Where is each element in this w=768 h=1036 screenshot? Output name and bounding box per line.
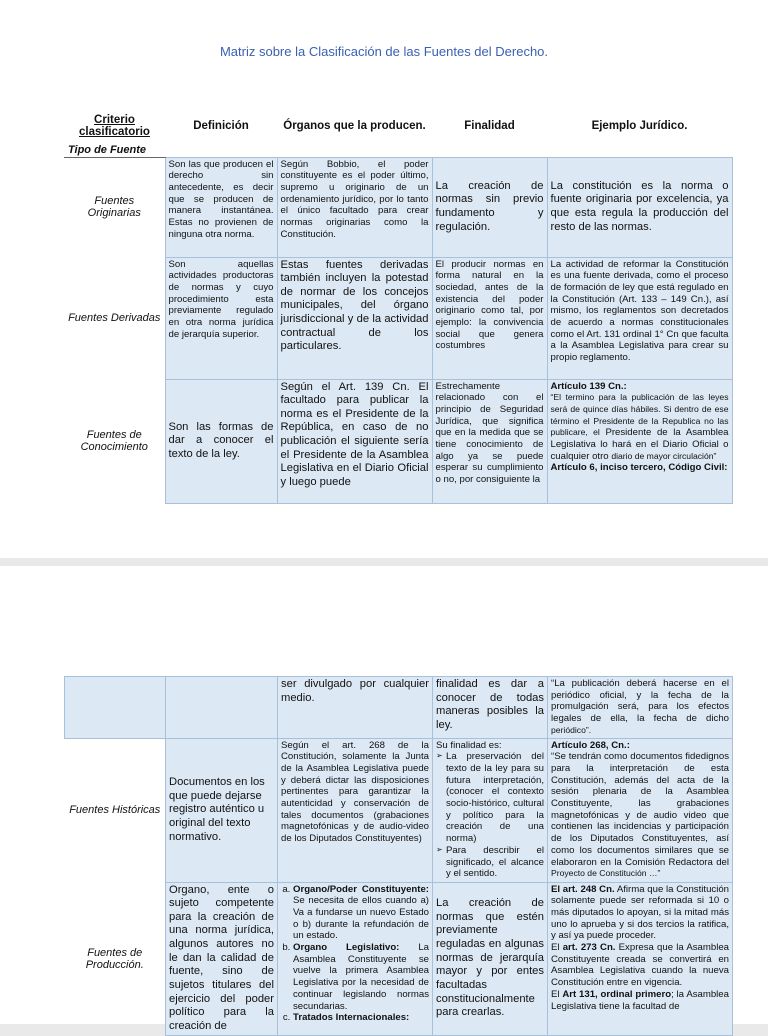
ejemplo-quote: “El termino para la publicación de las leyes será de quince días hábiles. Si dentro de ese término el Presidente de la Republica no las publicare, el: [550, 392, 729, 438]
row-label-produccion: Fuentes de Producción.: [85, 946, 144, 971]
organos-list: [281, 884, 429, 1024]
list-item: b. Organo Legislativo: La Asamblea Constituyente se vuelve la primera Asamblea Legislativa por la necesidad de continuar legislando normas secundarias.: [293, 942, 429, 1012]
ejemplo-tail: Proyecto de Constitución …”: [551, 868, 661, 879]
list-item: a. Organo/Poder Constituyente: Se necesita de ellos cuando a) Va a fundarse un nuevo Estado o b) durante la refundación de un estado.: [293, 884, 429, 943]
cell-organos: Según el Art. 139 Cn. El facultado para publicar la norma es el Presidente de la República, en caso de no publicación el siguiente sería el Presidente de la Asamblea Legislativa en el Diario Oficial y luego puede: [277, 379, 432, 503]
row-label-originarias: Fuentes Originarias: [87, 195, 141, 220]
ejemplo-quote-end: periódico”.: [551, 724, 592, 735]
finalidad-intro: Su finalidad es:: [436, 739, 502, 751]
cell-definicion: Son aquellas actividades productoras de normas y cuyo procedimiento esta previamente regulado en otra norma jurídica de jerarquía superior.: [165, 257, 277, 379]
list-item: ➢ Para describir el significado, el alcance y el sentido.: [436, 845, 544, 880]
cell-ejemplo: La constitución es la norma o fuente originaria por excelencia, ya que esta regula la producción del resto de las normas.: [547, 157, 732, 257]
ejemplo-body: ; la Asamblea Legislativa tiene la facultad de: [551, 988, 729, 1012]
cell-definicion: Organo, ente o sujeto competente para la creación de una norma jurídica, algunos autores no le dan la calidad de fuente, sino de sujetos titulares del ejercicio del poder político para la creación de: [166, 882, 278, 1035]
header-ejemplo: Ejemplo Jurídico.: [591, 120, 688, 132]
cell-finalidad: finalidad es dar a conocer de todas maneras posibles la ley.: [433, 677, 548, 739]
cell-organos: Según Bobbio, el poder constituyente es el poder último, supremo u originario de un ordenamiento jurídico, por lo tanto el único facultado para crear normas originarias como la Constitución.: [277, 157, 432, 257]
cell-definicion-empty: [166, 677, 278, 739]
ejemplo-body: Afirma que la Constitución solamente puede ser reformada si 10 o más diputados lo apoyan, si la mitad más uno lo aprueba y si dos tercios la ratifica, y así ya puede proceder.: [551, 883, 730, 942]
cell-definicion: Documentos en los que puede dejarse registro auténtico u original del texto normativo.: [166, 738, 278, 882]
ejemplo-head: El art. 248 Cn.: [551, 883, 615, 895]
ejemplo-body: “Se tendrán como documentos fidedignos para la interpretación de esta Constitución, además del acta de la sesión plenaria de la Asamblea Constituyente, las grabaciones magnetofónicas y de audio video que contienen las incidencias y participación de los Diputados Constituyentes, así como los documentos similares que se elaboraron en la Comisión Redactora del: [551, 751, 729, 868]
cell-organos: ser divulgado por cualquier medio.: [278, 677, 433, 739]
classification-table-continued: [64, 676, 733, 1036]
table-row: [65, 677, 733, 739]
table-row: [65, 882, 733, 1035]
ejemplo-prefix: El: [551, 988, 560, 1000]
cell-finalidad: El producir normas en forma natural en la sociedad, antes de la existencia del poder originario como tal, por ejemplo: la convivencia social que genera costumbres: [432, 257, 547, 379]
cell-ejemplo: [548, 677, 733, 739]
header-organos: Órganos que la producen.: [283, 120, 426, 132]
cell-definicion: Son las que producen el derecho sin antecedente, es decir que se producen de manera instantánea. Estas no provienen de ninguna otra norma.: [165, 157, 277, 257]
cell-organos: [278, 882, 433, 1035]
header-finalidad: Finalidad: [464, 120, 515, 132]
header-criterio: Criterio clasificatorio: [79, 114, 150, 138]
ejemplo-head: art. 273 Cn.: [562, 942, 616, 954]
cell-ejemplo: La actividad de reformar la Constitución es una fuente derivada, como el proceso de formación de ley que está regulado en la Constitución (Art. 133 – 149 Cn.), así mismo, los reglamentos son decretados de acuerdo a normas constitucionales como el Art. 131 ordinal 1° Cn que faculta a la Asamblea Legislativa para crear su propio reglamento.: [547, 257, 732, 379]
cell-finalidad: [433, 738, 548, 882]
ejemplo-body: Expresa que la Asamblea Constituyente creada se convertirá en Asamblea Legislativa cuando la nueva Constitución entre en vigencia.: [551, 942, 729, 989]
classification-table: [64, 108, 733, 504]
cell-label-empty: [65, 677, 166, 739]
row-label-derivadas: Fuentes Derivadas: [68, 312, 161, 324]
cell-finalidad: La creación de normas sin previo fundamento y regulación.: [432, 157, 547, 257]
table-row: [65, 738, 733, 882]
cell-ejemplo: [548, 738, 733, 882]
cell-definicion: Son las formas de dar a conocer el texto de la ley.: [165, 379, 277, 503]
list-item: ➢ La preservación del texto de la ley para su futura interpretación, (conocer el contexto socio-histórico, cultural y político para la creación de una norma): [436, 751, 544, 845]
document-title: Matriz sobre la Clasificación de las Fuentes del Derecho.: [219, 44, 549, 59]
cell-finalidad: La creación de normas que estén previamente reguladas en algunas normas de jerarquía mayor y por entes facultadas constitucionalmente para crearlas.: [433, 882, 548, 1035]
table-row: [64, 257, 732, 379]
cell-organos: Estas fuentes derivadas también incluyen la potestad de normar de los concejos municipales, del órgano jurisdiccional y de la actividad contractual de los particulares.: [277, 257, 432, 379]
header-tipo-fuente: Tipo de Fuente: [64, 144, 165, 157]
ejemplo-prefix: El: [551, 942, 560, 954]
ejemplo-quote-end: diario de mayor circulación”: [611, 450, 717, 461]
row-label-conocimiento: Fuentes de Conocimiento: [80, 429, 148, 453]
ejemplo-head: Artículo 268, Cn.:: [551, 739, 630, 751]
table-row: [64, 379, 732, 503]
cell-organos: Según el art. 268 de la Constitución, solamente la Junta de la Asamblea Legislativa puede y deberá dictar las disposiciones pertinentes para garantizar la autenticidad y conservación de tales documentos (grabaciones magnetofónicas y de audio-video de los Diputados Constituyentes): [278, 738, 433, 882]
finalidad-list: [436, 751, 544, 880]
ejemplo-head: Artículo 139 Cn.:: [550, 380, 627, 392]
document-page-2: [0, 566, 768, 1033]
cell-ejemplo: [547, 379, 732, 503]
list-item: c. Tratados Internacionales:: [293, 1012, 429, 1024]
row-label-historicas: Fuentes Históricas: [69, 804, 161, 817]
ejemplo-body: Presidente de la Asamblea Legislativa lo hará en el Diario Oficial o cualquier otro: [550, 427, 729, 462]
table-row: [64, 157, 732, 257]
header-definicion: Definición: [193, 120, 249, 132]
cell-finalidad: Estrechamente relacionado con el principio de Seguridad Jurídica, que significa que en la medida que se tiene conocimiento de algo ya se puede esperar su cumplimiento o no, por consiguiente la: [432, 379, 547, 503]
cell-ejemplo: [548, 882, 733, 1035]
ejemplo-tail: Artículo 6, inciso tercero, Código Civil:: [550, 462, 728, 474]
ejemplo-head: Art 131, ordinal primero: [562, 988, 672, 1000]
ejemplo-quote: “La publicación deberá hacerse en el periódico oficial, y la fecha de la promulgación será, para los efectos legales de ella, la fecha de dicho: [551, 678, 729, 725]
